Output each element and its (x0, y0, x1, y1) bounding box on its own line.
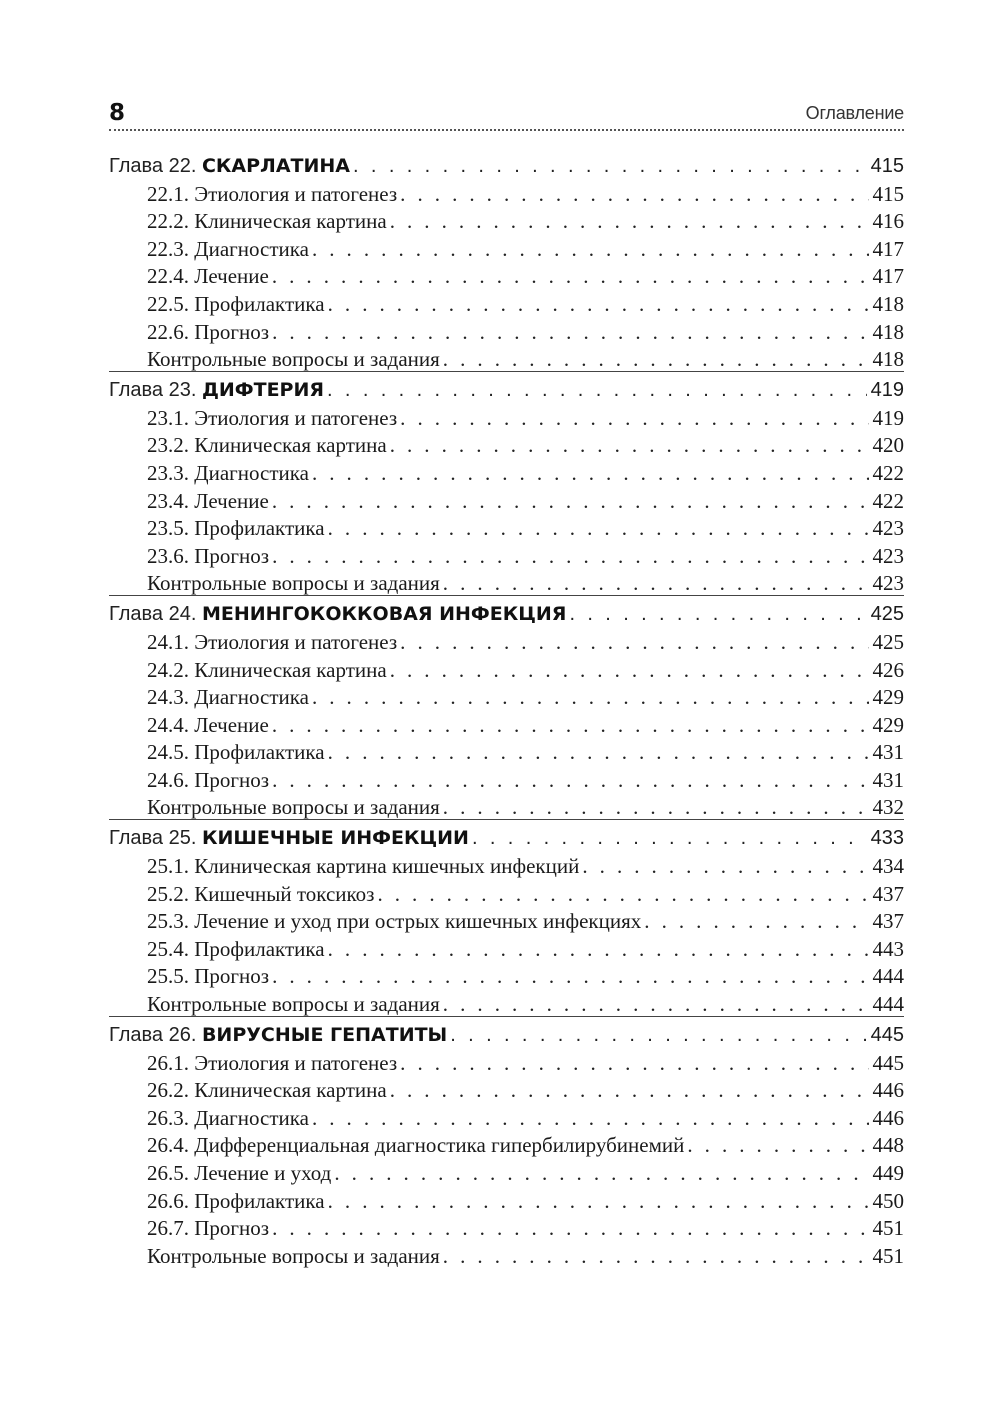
chapter-title (109, 378, 324, 402)
chapter-page-number: 425 (870, 603, 904, 626)
section-page-number: 425 (872, 629, 904, 654)
section-page-number: 445 (872, 1050, 904, 1075)
section-entry-row (109, 568, 904, 596)
section-page-number: 443 (872, 936, 904, 961)
section-title: 22.2. Клиническая картина (147, 209, 387, 234)
section-title: 26.7. Прогноз (147, 1216, 270, 1241)
section-page-number: 422 (872, 488, 904, 513)
dot-leader (269, 1216, 868, 1240)
section-page-number: 431 (872, 767, 904, 792)
section-entry-row (109, 850, 904, 878)
dot-leader (397, 182, 868, 206)
section-entry-row (109, 344, 904, 372)
section-title: 22.1. Этиология и патогенез (147, 181, 398, 206)
section-title: Контрольные вопросы и задания (147, 347, 440, 372)
chapter-page-number: 415 (870, 155, 904, 177)
section-entry-row (109, 288, 904, 316)
section-page-number: 448 (872, 1133, 904, 1158)
chapter-page-number: 433 (870, 827, 904, 850)
section-title: 25.4. Профилактика (147, 936, 325, 961)
section-page-number: 423 (872, 516, 904, 541)
section-entry-row (109, 457, 904, 485)
section-title: 22.3. Диагностика (147, 236, 309, 261)
dot-leader (269, 713, 869, 737)
section-entry-row (109, 430, 904, 458)
chapter-number: Глава 25. (109, 827, 197, 850)
section-entry-row (109, 764, 904, 792)
dot-leader (374, 882, 868, 906)
section-title: Контрольные вопросы и задания (147, 795, 440, 820)
section-title: Контрольные вопросы и задания (147, 571, 440, 596)
section-page-number: 423 (872, 571, 904, 596)
dot-leader (309, 461, 869, 485)
section-title: 26.4. Дифференциальная диагностика гипербилирубинемий (147, 1133, 685, 1158)
section-title: 22.6. Прогноз (147, 319, 270, 344)
section-title: 25.1. Клиническая картина кишечных инфекций (147, 854, 580, 879)
dot-leader (350, 154, 867, 178)
section-page-number: 417 (872, 236, 904, 261)
section-entry-row (109, 961, 904, 989)
dot-leader (325, 516, 869, 540)
section-entry-row (109, 1102, 904, 1130)
section-title: 24.5. Профилактика (147, 740, 325, 765)
section-page-number: 423 (872, 543, 904, 568)
dot-leader (397, 1051, 868, 1075)
section-page-number: 450 (872, 1188, 904, 1213)
dot-leader (309, 237, 869, 261)
page-header (109, 98, 904, 132)
dot-leader (397, 406, 868, 430)
section-entry-row (109, 1075, 904, 1103)
section-page-number: 417 (872, 264, 904, 289)
section-page-number: 429 (872, 712, 904, 737)
section-title: 22.5. Профилактика (147, 291, 325, 316)
section-page-number: 451 (872, 1216, 904, 1241)
section-title: 24.1. Этиология и патогенез (147, 629, 398, 654)
section-entry-row (109, 626, 904, 654)
chapter-name: КИШЕЧНЫЕ ИНФЕКЦИИ (201, 827, 469, 850)
section-page-number: 422 (872, 460, 904, 485)
section-entry-row (109, 906, 904, 934)
toc-chapter (109, 148, 904, 372)
page-number: 8 (109, 100, 126, 126)
section-entry-row (109, 1240, 904, 1268)
chapter-number: Глава 24. (109, 603, 197, 626)
section-title: 26.3. Диагностика (147, 1105, 309, 1130)
toc-chapter (109, 372, 904, 596)
section-page-number: 416 (872, 209, 904, 234)
section-entry-row (109, 1185, 904, 1213)
section-entry-row (109, 654, 904, 682)
dot-leader (387, 1078, 869, 1102)
chapter-heading-row (109, 596, 904, 626)
section-entry-row (109, 261, 904, 289)
dot-leader (447, 1023, 866, 1047)
section-entry-row (109, 988, 904, 1016)
section-entry-row (109, 233, 904, 261)
dot-leader (269, 544, 868, 568)
section-title: 26.6. Профилактика (147, 1188, 325, 1213)
dot-leader (269, 964, 868, 988)
chapter-name: СКАРЛАТИНА (201, 155, 351, 177)
dot-leader (440, 992, 869, 1016)
chapter-heading-row (109, 820, 904, 850)
dot-leader (440, 571, 869, 595)
section-page-number: 429 (872, 685, 904, 710)
section-entry-row (109, 316, 904, 344)
section-title: 25.2. Кишечный токсикоз (147, 881, 375, 906)
section-page-number: 444 (872, 992, 904, 1017)
section-title: 25.5. Прогноз (147, 964, 270, 989)
section-entry-row (109, 1157, 904, 1185)
toc-chapter (109, 596, 904, 820)
dot-leader (469, 826, 867, 850)
chapter-title (109, 154, 350, 178)
section-title: Контрольные вопросы и задания (147, 1243, 440, 1268)
dot-leader (325, 1189, 869, 1213)
dot-leader (641, 909, 868, 933)
section-entry-row (109, 206, 904, 234)
chapter-number: Глава 23. (109, 379, 197, 402)
dot-leader (440, 1244, 869, 1268)
section-title: 26.2. Клиническая картина (147, 1078, 387, 1103)
section-page-number: 449 (872, 1161, 904, 1185)
section-title: 24.3. Диагностика (147, 685, 309, 710)
section-page-number: 419 (872, 405, 904, 430)
dot-leader (684, 1133, 868, 1157)
section-page-number: 418 (872, 319, 904, 344)
section-entry-row (109, 1047, 904, 1075)
section-entry-row (109, 878, 904, 906)
dot-leader (440, 347, 869, 371)
section-page-number: 418 (872, 291, 904, 316)
section-title: 23.3. Диагностика (147, 460, 309, 485)
section-entry-row (109, 792, 904, 820)
section-page-number: 418 (872, 347, 904, 372)
dot-leader (325, 937, 869, 961)
dot-leader (325, 740, 869, 764)
section-page-number: 437 (872, 881, 904, 906)
table-of-contents (109, 148, 904, 1268)
section-entry-row (109, 1130, 904, 1158)
dot-leader (387, 209, 869, 233)
chapter-heading-row (109, 372, 904, 402)
section-entry-row (109, 513, 904, 541)
section-title: 23.6. Прогноз (147, 543, 270, 568)
chapter-title (109, 826, 469, 850)
dot-leader (566, 602, 866, 626)
section-entry-row (109, 1213, 904, 1241)
chapter-heading-row (109, 1017, 904, 1047)
chapter-name: ВИРУСНЫЕ ГЕПАТИТЫ (201, 1024, 448, 1047)
dot-leader (579, 854, 868, 878)
section-page-number: 444 (872, 964, 904, 989)
chapter-page-number: 445 (870, 1024, 904, 1047)
section-page-number: 437 (872, 909, 904, 934)
toc-chapter (109, 820, 904, 1017)
chapter-number: Глава 22. (109, 155, 197, 177)
dot-leader (331, 1161, 868, 1185)
section-entry-row (109, 682, 904, 710)
section-page-number: 434 (872, 854, 904, 879)
section-title: 22.4. Лечение (147, 264, 269, 289)
section-entry-row (109, 402, 904, 430)
chapter-name: МЕНИНГОКОККОВАЯ ИНФЕКЦИЯ (201, 603, 567, 626)
section-title: Контрольные вопросы и задания (147, 992, 440, 1017)
section-entry-row (109, 540, 904, 568)
section-page-number: 451 (872, 1243, 904, 1268)
section-title: 23.5. Профилактика (147, 516, 325, 541)
chapter-title (109, 1023, 447, 1047)
running-title: Оглавление (805, 103, 904, 123)
section-title: 23.1. Этиология и патогенез (147, 405, 398, 430)
chapter-page-number: 419 (870, 379, 904, 402)
dot-leader (325, 292, 869, 316)
dot-leader (269, 768, 868, 792)
section-page-number: 415 (872, 181, 904, 206)
section-entry-row (109, 178, 904, 206)
dot-leader (269, 264, 869, 288)
chapter-heading-row (109, 148, 904, 178)
dot-leader (269, 320, 868, 344)
section-page-number: 446 (872, 1105, 904, 1130)
header-dotted-rule (109, 129, 904, 131)
section-page-number: 420 (872, 433, 904, 458)
dot-leader (440, 795, 869, 819)
dot-leader (387, 433, 869, 457)
chapter-name: ДИФТЕРИЯ (201, 379, 325, 402)
section-title: 24.2. Клиническая картина (147, 657, 387, 682)
section-title: 23.2. Клиническая картина (147, 433, 387, 458)
section-title: 24.4. Лечение (147, 712, 269, 737)
dot-leader (397, 630, 868, 654)
section-page-number: 446 (872, 1078, 904, 1103)
section-entry-row (109, 485, 904, 513)
chapter-number: Глава 26. (109, 1024, 197, 1047)
section-page-number: 426 (872, 657, 904, 682)
section-title: 26.1. Этиология и патогенез (147, 1050, 398, 1075)
section-title: 25.3. Лечение и уход при острых кишечных инфекциях (147, 909, 642, 934)
dot-leader (269, 489, 869, 513)
dot-leader (309, 1106, 869, 1130)
dot-leader (324, 378, 867, 402)
chapter-title (109, 602, 566, 626)
section-entry-row (109, 709, 904, 737)
section-page-number: 432 (872, 795, 904, 820)
section-title: 23.4. Лечение (147, 488, 269, 513)
section-entry-row (109, 933, 904, 961)
toc-chapter (109, 1017, 904, 1268)
section-entry-row (109, 737, 904, 765)
section-title: 24.6. Прогноз (147, 767, 270, 792)
section-title: 26.5. Лечение и уход (147, 1161, 332, 1185)
dot-leader (387, 658, 869, 682)
dot-leader (309, 685, 869, 709)
section-page-number: 431 (872, 740, 904, 765)
